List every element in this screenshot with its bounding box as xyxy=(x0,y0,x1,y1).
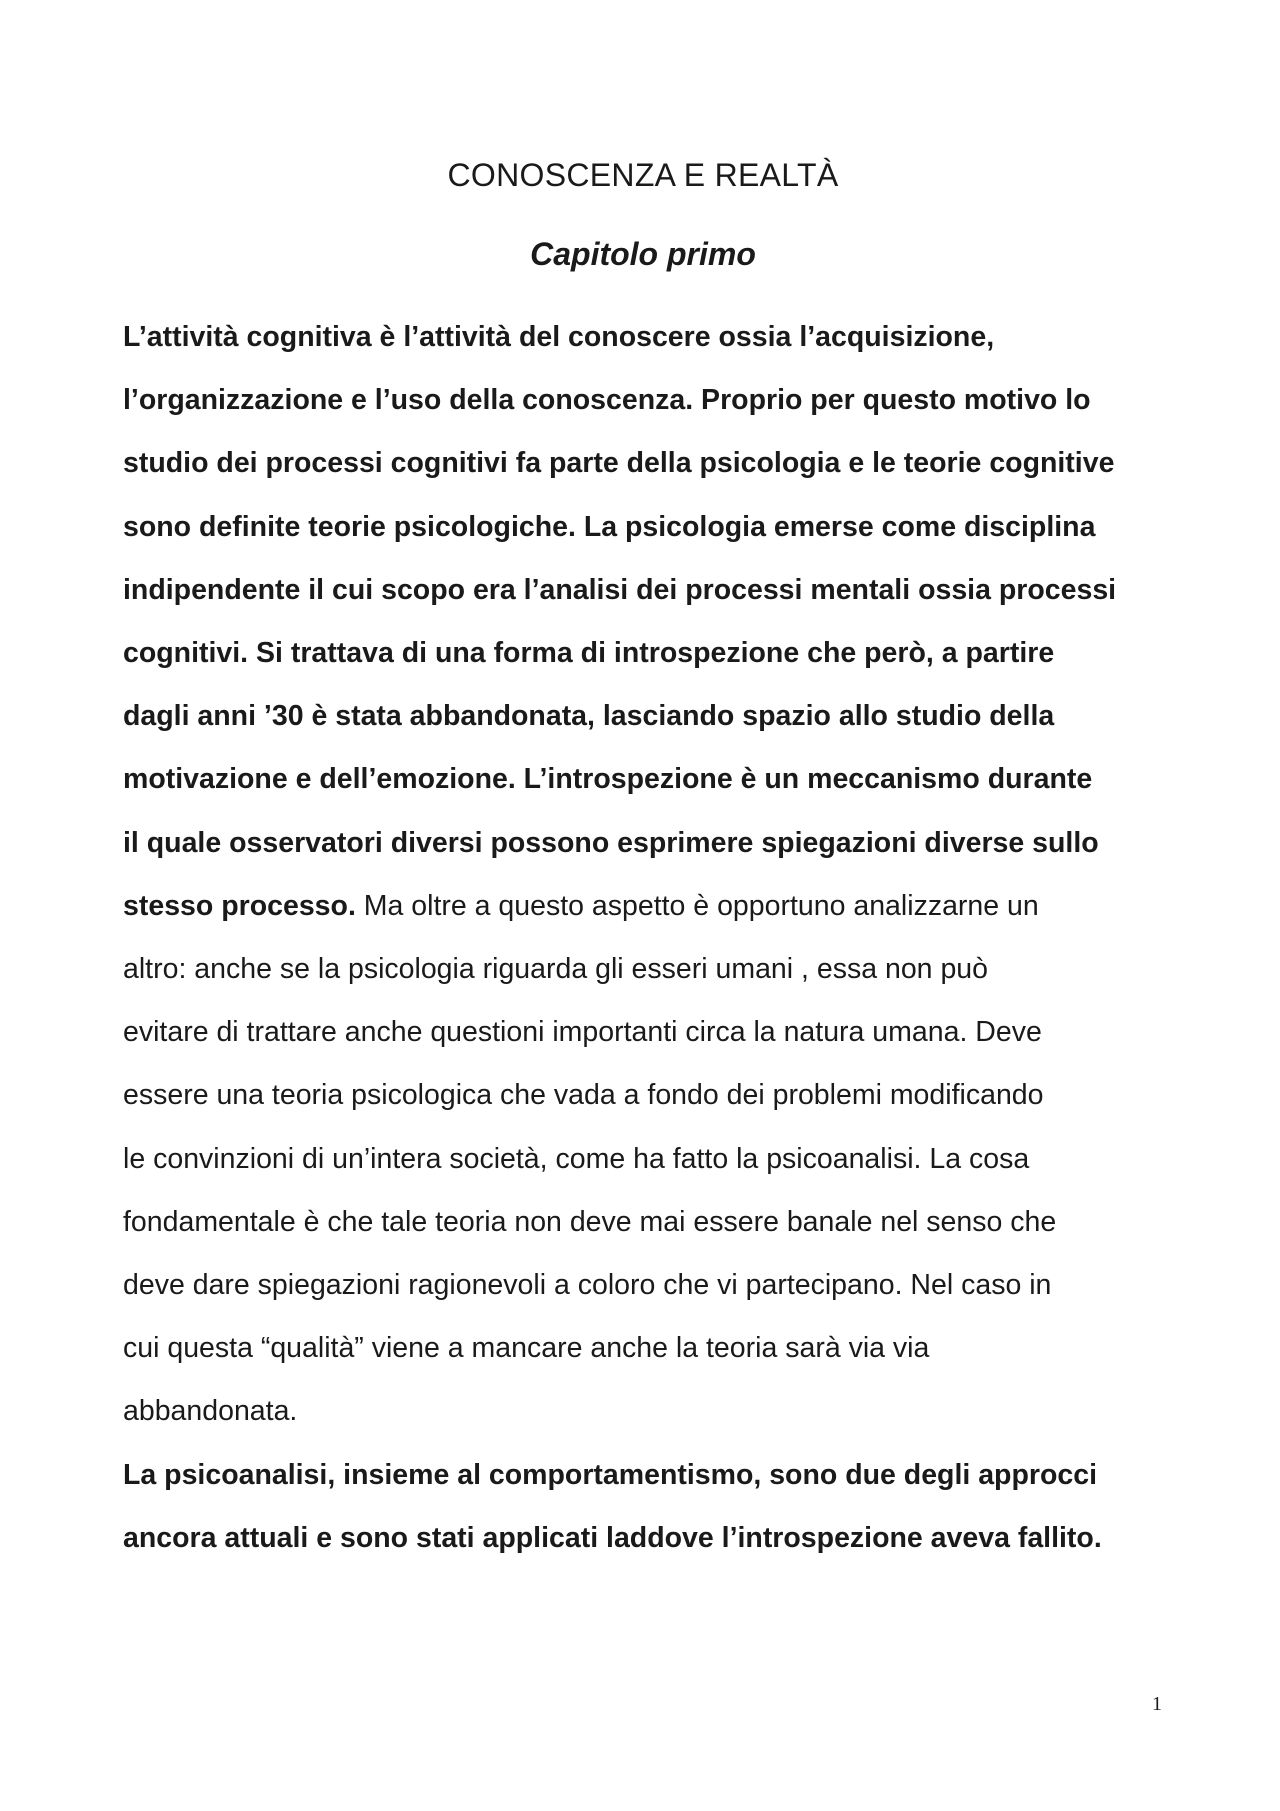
text-line: dagli anni ’30 è stata abbandonata, lasciando spazio allo studio della xyxy=(123,700,1055,733)
text-line: fondamentale è che tale teoria non deve mai essere banale nel senso che xyxy=(123,1205,1057,1238)
page-number: 1 xyxy=(1152,1693,1162,1715)
text-line: motivazione e dell’emozione. L’introspezione è un meccanismo durante xyxy=(123,763,1093,796)
text-line: cui questa “qualità” viene a mancare anche la teoria sarà via via xyxy=(123,1332,930,1365)
text-line: l’organizzazione e l’uso della conoscenza. Proprio per questo motivo lo xyxy=(123,384,1091,417)
text-line: L’attività cognitiva è l’attività del conoscere ossia l’acquisizione, xyxy=(123,321,995,353)
text-line: evitare di trattare anche questioni importanti circa la natura umana. Deve xyxy=(123,1016,1042,1049)
text-line: indipendente il cui scopo era l’analisi dei processi mentali ossia processi xyxy=(123,573,1117,606)
text-line: sono definite teorie psicologiche. La psicologia emerse come disciplina xyxy=(123,510,1096,543)
text-line: le convinzioni di un’intera società, come ha fatto la psicoanalisi. La cosa xyxy=(123,1142,1030,1175)
text-line: deve dare spiegazioni ragionevoli a coloro che vi partecipano. Nel caso in xyxy=(123,1269,1052,1302)
regular-phrase: Ma oltre a questo aspetto è opportuno analizzarne un xyxy=(355,889,1039,922)
text-line: studio dei processi cognitivi fa parte della psicologia e le teorie cognitive xyxy=(123,447,1115,480)
text-line xyxy=(123,875,1183,938)
text-line: La psicoanalisi, insieme al comportamentismo, sono due degli approcci xyxy=(123,1458,1097,1491)
text-line: ancora attuali e sono stati applicati laddove l’introspezione aveva fallito. xyxy=(123,1521,1102,1554)
text-line: abbandonata. xyxy=(123,1395,298,1428)
text-line: altro: anche se la psicologia riguarda gli esseri umani , essa non può xyxy=(123,953,989,986)
text-line: cognitivi. Si trattava di una forma di introspezione che però, a partire xyxy=(123,637,1055,670)
bold-phrase: stesso processo. xyxy=(123,889,356,922)
text-line: essere una teoria psicologica che vada a fondo dei problemi modificando xyxy=(123,1079,1044,1112)
page-title: CONOSCENZA E REALTÀ xyxy=(447,157,839,193)
chapter-subtitle: Capitolo primo xyxy=(530,236,756,272)
body-text xyxy=(123,306,1183,1570)
text-line: il quale osservatori diversi possono esprimere spiegazioni diverse sullo xyxy=(123,826,1099,859)
